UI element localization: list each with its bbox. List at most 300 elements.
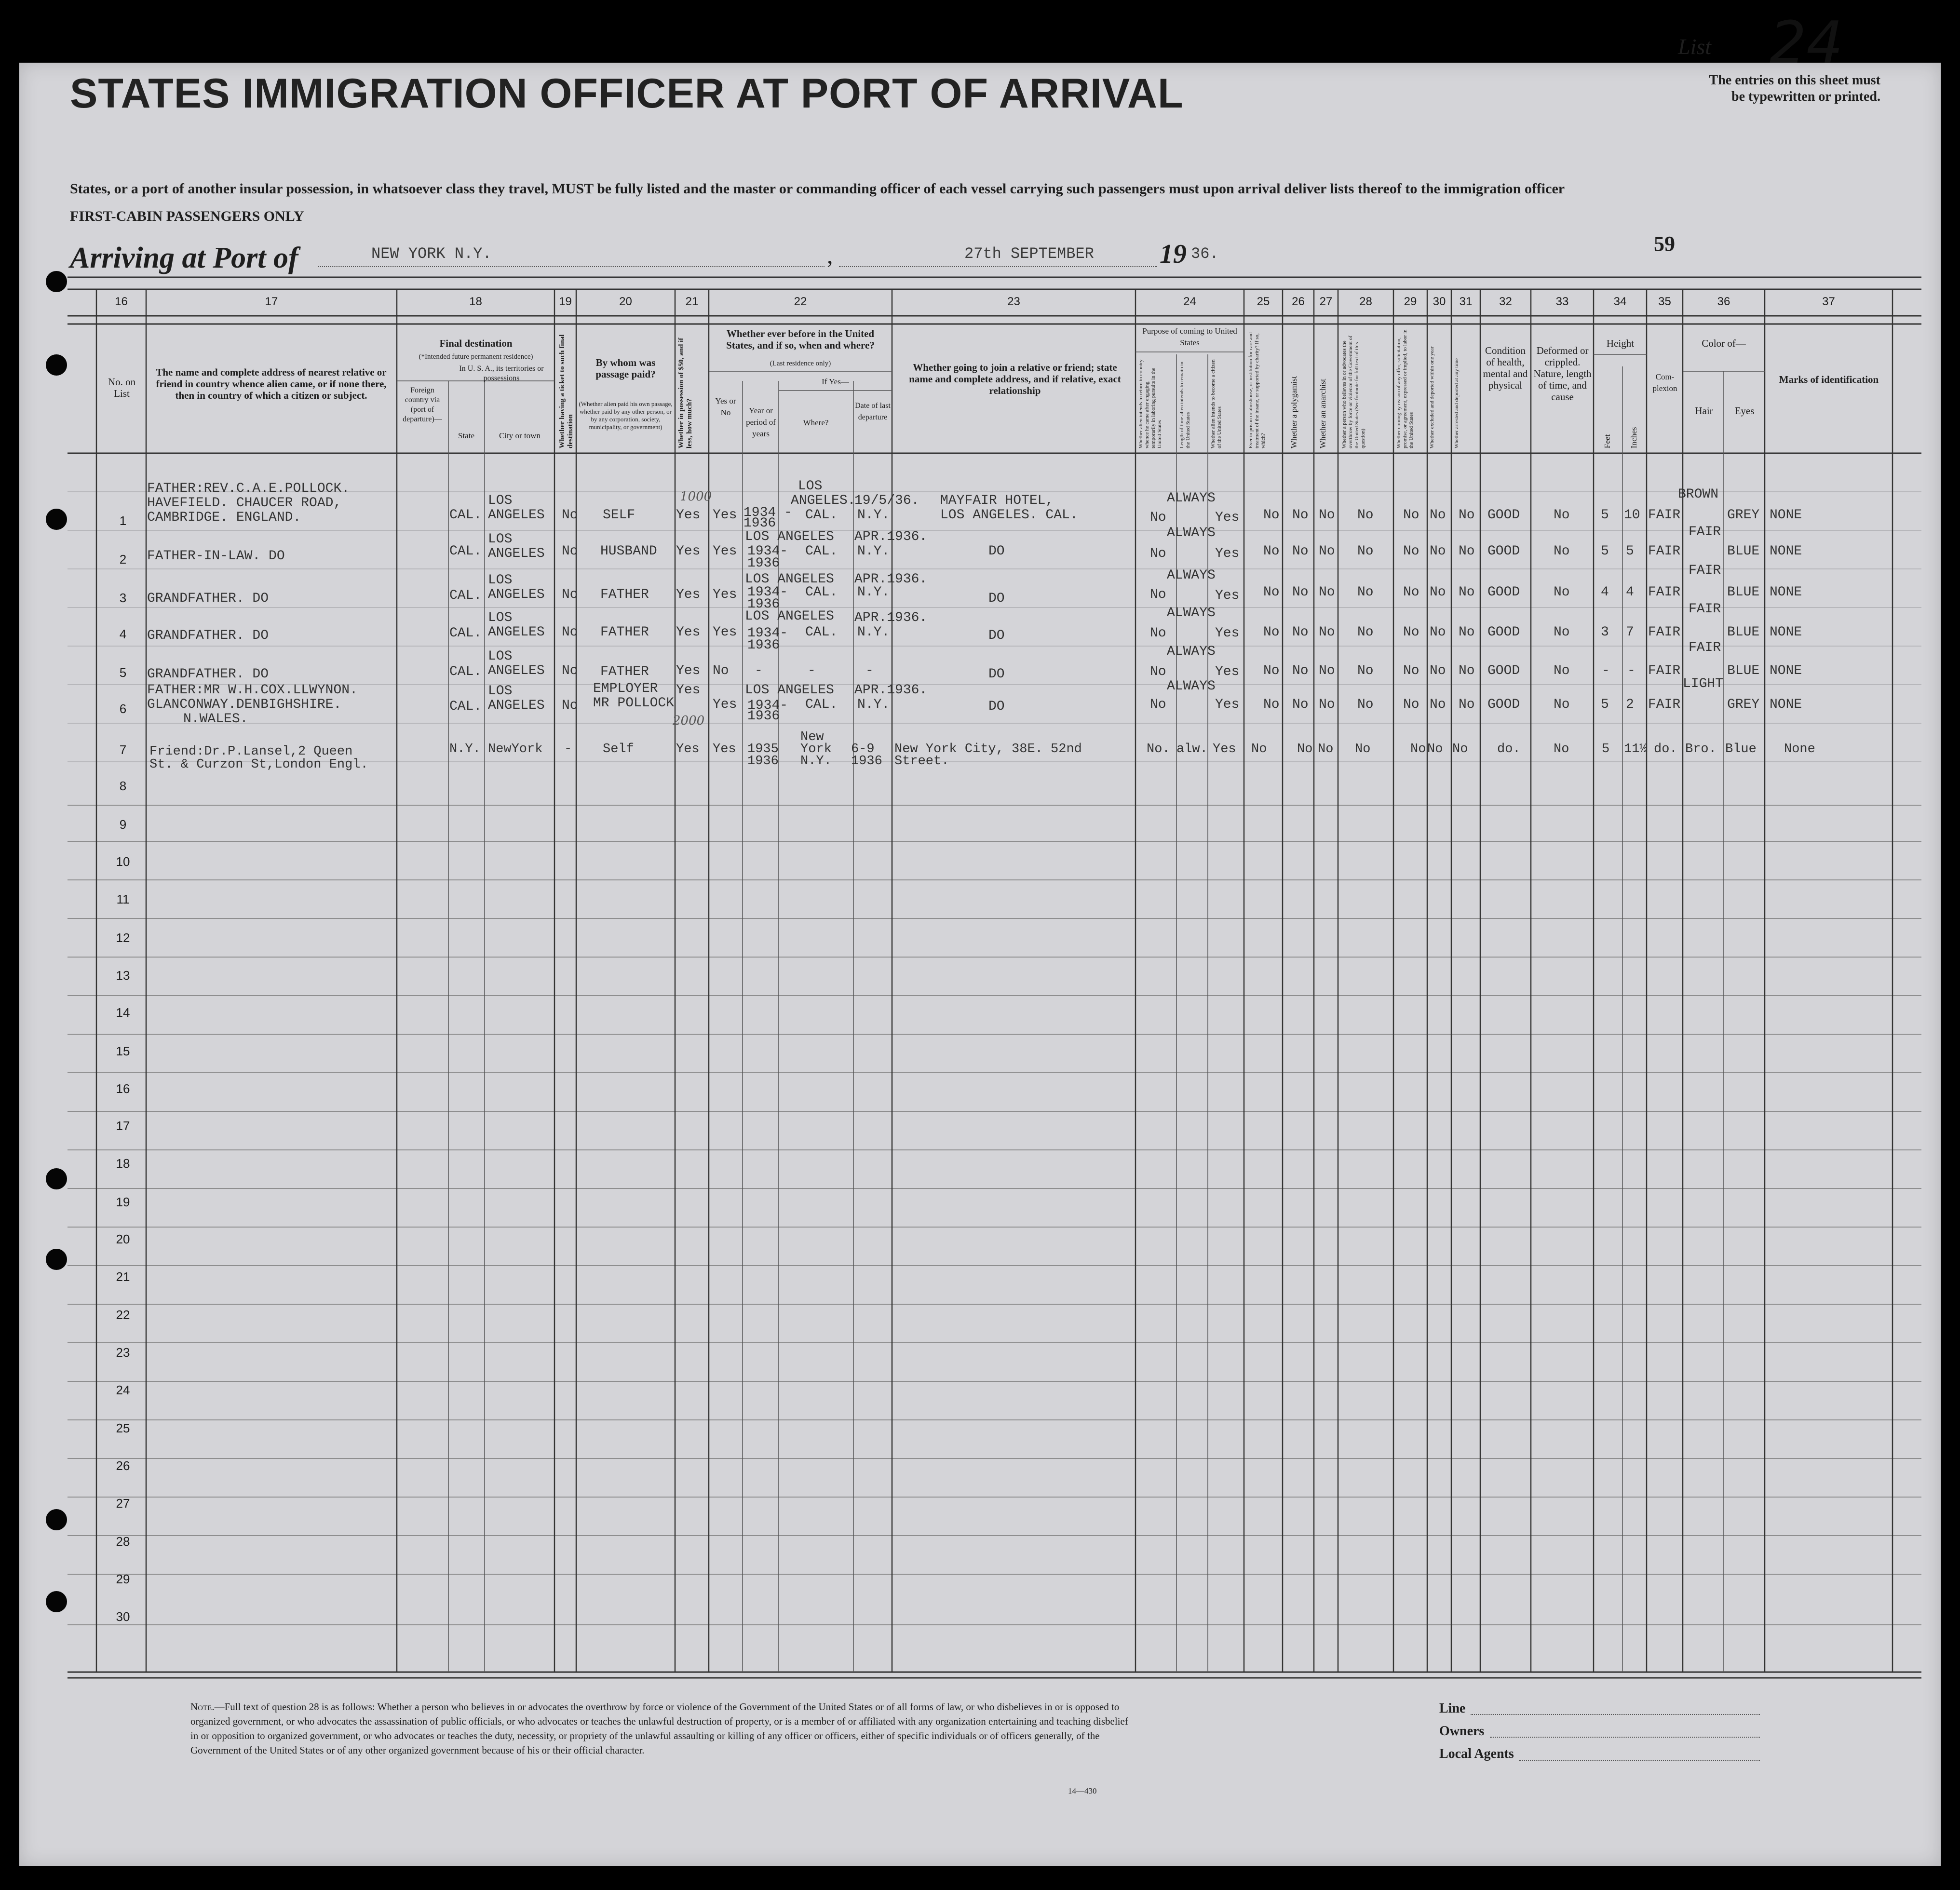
deformed-cell: No [1554,508,1570,523]
handwritten-amount: 1000 [680,489,712,504]
question-28-footnote [190,1700,1135,1757]
joining-cell: DO [988,544,1005,559]
deformed-cell: No [1554,742,1569,756]
col-num-31: 31 [1459,295,1473,308]
purpose-citizen: Yes [1215,588,1240,603]
departure-cell: N.Y. [857,508,890,523]
purpose-return: No. [1147,742,1170,756]
hdr-no-on-list: No. on List [108,376,136,399]
where-cell: CAL. [805,544,838,559]
departure-cell: 19/5/36. [854,493,919,508]
local-agents-label: Local Agents [1439,1746,1514,1761]
page-number: 59 [1654,232,1675,256]
city-cell: ANGELES [488,508,545,523]
marks-cell: NONE [1770,625,1802,640]
inches-cell: 5 [1626,544,1634,559]
prison-cell: No [1263,663,1280,678]
joining-cell: LOS ANGELES. CAL. [940,508,1078,523]
polygamist-cell: No [1297,742,1313,756]
q28-cell: No [1357,663,1374,678]
joining-cell: DO [988,667,1005,682]
first-cabin-label: FIRST-CABIN PASSENGERS ONLY [70,208,304,224]
relative-line: GLANCONWAY.DENBIGHSHIRE. [147,697,342,712]
row-number: 19 [116,1195,130,1209]
years-cell: 1934 - [743,505,792,520]
where-cell: N.Y. [800,754,832,769]
hdr-joining-relative: Whether going to join a relative or friend; state name and complete address, and if relative, exact relationship [909,362,1121,396]
health-cell: GOOD [1487,697,1520,712]
eyes-cell: Blue [1725,742,1757,756]
inches-cell: 10 [1624,508,1640,523]
ever-cell: Yes [713,587,737,602]
where-cell: CAL. [805,585,838,600]
hdr-ticket: Whether having a ticket to such final destination [558,334,574,448]
hair-cell: Bro. [1685,742,1717,756]
feet-cell: 5 [1601,697,1609,712]
years-cell: 1934- [747,698,788,713]
date-value: 27th SEPTEMBER [964,245,1094,263]
polygamist-cell: No [1292,663,1309,678]
port-value: NEW YORK N.Y. [371,245,492,263]
paid-cell: Self [603,742,634,756]
city-cell: LOS [488,493,513,508]
ever-cell: No [713,663,729,678]
typewritten-note-line-1: The entries on this sheet must [1709,73,1880,88]
q31-cell: No [1459,585,1475,600]
row-number: 16 [116,1081,130,1096]
comma: , [827,242,833,269]
deformed-cell: No [1554,663,1570,678]
complexion-cell: FAIR [1648,508,1681,523]
ticket-cell: No [562,663,578,678]
ever-cell: Yes [713,625,737,640]
q30-cell: No [1430,585,1446,600]
relative-line: Friend:Dr.P.Lansel,2 Queen [149,744,353,759]
departure-cell: APR.1936. [854,572,928,587]
year-suffix: 36. [1191,245,1219,263]
state-cell: CAL. [449,699,482,714]
purpose-length: ALWAYS [1167,526,1216,540]
where-cell: LOS ANGELES [745,609,834,624]
purpose-return: No [1150,546,1166,561]
col-num-28: 28 [1359,295,1372,308]
hdr-hair: Hair [1695,405,1713,417]
col-num-37: 37 [1822,295,1835,308]
departure-cell: N.Y. [857,697,890,712]
row-number: 7 [119,742,127,757]
years-cell: 1934- [747,544,788,559]
eyes-cell: BLUE [1727,663,1760,678]
purpose-length: ALWAYS [1167,568,1216,583]
row-number: 5 [119,665,127,680]
years-cell: 1936 [747,597,780,612]
col-num-24: 24 [1183,295,1196,308]
prison-cell: No [1251,742,1267,756]
hdr-marks: Marks of identification [1779,374,1879,385]
city-cell: ANGELES [488,587,545,602]
row-number: 20 [116,1232,130,1246]
hdr-31: Whether arrested and deported at any time [1454,358,1460,448]
q29-cell: No [1403,663,1419,678]
form-title: STATES IMMIGRATION OFFICER AT PORT OF ARRIVAL [70,70,1184,117]
hdr-year-period: Year or period of years [746,406,776,438]
state-cell: CAL. [449,588,482,603]
inches-cell: - [1627,663,1636,678]
list-number: 24 [1770,10,1843,77]
marks-cell: NONE [1770,508,1802,523]
row-number: 17 [116,1119,130,1133]
hdr-color-of: Color of— [1702,338,1746,349]
hair-cell: FAIR [1689,602,1721,617]
marks-cell: NONE [1770,544,1802,559]
joining-cell: DO [988,628,1005,643]
q30-cell: No [1430,625,1446,640]
paid-cell: MR POLLOCK [593,696,675,711]
where-cell: CAL. [805,625,838,640]
purpose-length: ALWAYS [1167,606,1216,621]
state-cell: CAL. [449,664,482,679]
q29-cell: No [1403,508,1419,523]
relative-line: HAVEFIELD. CHAUCER ROAD, [147,496,342,511]
row-number: 27 [116,1496,130,1511]
polygamist-cell: No [1292,625,1309,640]
paid-cell: HUSBAND [600,544,657,559]
feet-cell: 5 [1601,508,1609,523]
prison-cell: No [1263,697,1280,712]
hdr-last-residence: (Last residence only) [770,360,831,367]
hdr-ever-before: Whether ever before in the United States, and if so, when and where? [726,328,875,351]
ticket-cell: No [562,587,578,602]
ever-cell: Yes [713,742,736,756]
where-cell: CAL. [805,697,838,712]
q31-cell: No [1459,697,1475,712]
q31-cell: No [1452,742,1468,756]
q31-cell: No [1459,663,1475,678]
paid-cell: FATHER [600,587,649,602]
col-num-27: 27 [1319,295,1333,308]
col-num-26: 26 [1292,295,1305,308]
q31-cell: No [1459,625,1475,640]
marks-cell: NONE [1770,585,1802,600]
hdr-purpose: Purpose of coming to United States [1142,326,1237,347]
hdr-in-usa: In U. S. A., its territories or possessions [459,364,544,382]
hdr-if-yes: If Yes— [822,377,849,386]
list-label: List [1678,34,1712,59]
state-cell: N.Y. [449,742,481,756]
anarchist-cell: No [1319,697,1335,712]
anarchist-cell: No [1319,508,1335,523]
eyes-cell: BLUE [1727,625,1760,640]
q29-cell: No [1403,585,1419,600]
city-cell: ANGELES [488,546,545,561]
line-label: Line [1439,1701,1466,1716]
purpose-citizen: Yes [1215,510,1240,525]
city-cell: ANGELES [488,663,545,678]
row-number: 23 [116,1345,130,1360]
relative-line: FATHER-IN-LAW. DO [147,549,285,564]
form-code: 14—430 [1068,1786,1097,1796]
row-number: 8 [119,779,127,793]
departure-cell: APR.1936. [854,683,928,698]
q29-cell: No [1410,742,1426,756]
row-number: 18 [116,1156,130,1171]
years-cell: - [755,663,763,678]
complexion-cell: FAIR [1648,697,1681,712]
deformed-cell: No [1554,625,1570,640]
hdr-deformed: Deformed or crippled. Nature, length of time, and cause [1533,345,1592,403]
hdr-29: Whether coming by reason of any offer, solicitation, promise, or agreement, expressed or implied, to labor in the United States [1396,329,1414,448]
hair-cell: FAIR [1689,640,1721,655]
purpose-length: ALWAYS [1167,491,1216,506]
hair-cell: FAIR [1689,563,1721,578]
hair-cell: FAIR [1689,525,1721,540]
complexion-cell: do. [1654,742,1677,756]
purpose-length: ALWAYS [1167,679,1216,694]
health-cell: GOOD [1487,544,1520,559]
city-cell: LOS [488,610,513,625]
col-num-33: 33 [1555,295,1569,308]
years-cell: 1936 [747,709,780,724]
hdr-28: Whether a person who believes in or advocates the overthrow by force or violence of the Government of the United States (See footnote for full text of this question) [1341,336,1366,448]
row-number: 30 [116,1609,130,1624]
city-cell: NewYork [488,742,543,756]
years-cell: 1935 [747,742,779,756]
q30-cell: No [1430,508,1446,523]
city-cell: LOS [488,573,513,588]
hdr-24b: Length of time alien intends to remain in the United States [1179,362,1191,448]
money-cell: Yes [676,742,700,756]
relative-line: FATHER:REV.C.A.E.POLLOCK. [147,481,350,496]
row-number: 14 [116,1005,130,1020]
hdr-complexion: Com-plexion [1652,372,1677,393]
arriving-label: Arriving at Port of [70,242,298,274]
purpose-citizen: Yes [1215,626,1240,641]
complexion-cell: FAIR [1648,585,1681,600]
polygamist-cell: No [1292,585,1309,600]
where-cell: LOS ANGELES [745,529,834,544]
where-cell: York [800,742,832,756]
polygamist-cell: No [1292,544,1309,559]
money-cell: Yes [676,544,701,559]
hdr-feet: Feet [1603,434,1612,448]
q28-cell: No [1355,742,1371,756]
row-number: 25 [116,1421,130,1435]
where-cell: - [808,663,816,678]
q29-cell: No [1403,544,1419,559]
feet-cell: 5 [1602,742,1610,756]
row-number: 13 [116,968,130,983]
feet-cell: 5 [1601,544,1609,559]
inches-cell: 2 [1626,697,1634,712]
hdr-state: State [458,431,474,440]
health-cell: do. [1497,742,1521,756]
row-number: 21 [116,1269,130,1284]
row-number: 4 [119,627,127,641]
purpose-citizen: Yes [1215,697,1240,712]
ticket-cell: - [564,742,572,756]
deformed-cell: No [1554,585,1570,600]
departure-cell: N.Y. [857,625,890,640]
q29-cell: No [1403,625,1419,640]
anarchist-cell: No [1318,742,1334,756]
ticket-cell: No [562,508,578,523]
footnote-text: —Full text of question 28 is as follows: Whether a person who believes in or advocates the overthrow by force or violence of the Government of the United States or of all forms of law, or who disbelieves in or is opposed to organized government, or who advocates the assassination of public officials, or who advocates or teaches the unlawful destruction of property, or is a member of or affiliated with any organization entertaining and teaching disbelief in or opposition to organized government, or who advocates or teaches the duty, necessity, or propriety of the unlawful assaulting or killing of any officer or officers, either of specific individuals or of officers generally, of the Government of the United States or of any other organized government because of his or their official character. [190,1701,1128,1756]
anarchist-cell: No [1319,663,1335,678]
col-num-30: 30 [1433,295,1446,308]
city-cell: ANGELES [488,625,545,640]
city-cell: LOS [488,649,513,664]
row-number: 3 [119,591,127,605]
row-number: 2 [119,552,127,567]
col-num-29: 29 [1404,295,1417,308]
row-number: 29 [116,1572,130,1586]
relative-line: N.WALES. [183,712,248,727]
form-instructions: States, or a port of another insular possession, in whatsoever class they travel, MUST be fully listed and the master or commanding officer of each vessel carrying such passengers must upon arrival deliver lists thereof to the immigration officer [70,181,1565,197]
hair-cell: LIGHT [1683,676,1724,691]
inches-cell: 7 [1626,625,1634,640]
q28-cell: No [1357,625,1374,640]
hdr-date-last-departure: Date of last departure [855,402,891,421]
row-number: 28 [116,1534,130,1549]
owners-label: Owners [1439,1724,1485,1739]
joining-cell: New York City, 38E. 52nd [894,742,1082,756]
row-number: 6 [119,702,127,716]
departure-cell: N.Y. [857,585,890,600]
health-cell: GOOD [1487,663,1520,678]
ever-cell: Yes [713,508,737,523]
ever-cell: Yes [713,544,737,559]
row-number: 9 [119,817,127,832]
purpose-citizen: Yes [1215,546,1240,561]
anarchist-cell: No [1319,625,1335,640]
years-cell: 1934- [747,626,788,641]
row-number: 26 [116,1458,130,1473]
hair-cell: BROWN [1678,487,1719,502]
hdr-foreign-country: Foreign country via (port of departure)— [403,386,442,423]
marks-cell: NONE [1770,663,1802,678]
purpose-return: No [1150,587,1166,602]
owners-field [1490,1737,1760,1738]
money-cell: Yes [676,587,701,602]
q28-cell: No [1357,544,1374,559]
hdr-inches: Inches [1629,427,1638,448]
ticket-cell: No [562,625,578,640]
col-num-34: 34 [1613,295,1627,308]
year-prefix: 19 [1160,239,1187,269]
hdr-25: Ever in prison or almshouse, or institution for care and treatment of the insane, or supported by charity? If so, which? [1248,332,1266,448]
row-number: 24 [116,1383,130,1397]
footnote-label: Note. [190,1701,215,1713]
joining-cell: DO [988,591,1005,606]
row-number: 12 [116,931,130,945]
state-cell: CAL. [449,508,482,523]
col-num-18: 18 [469,295,482,308]
relative-line: GRANDFATHER. DO [147,591,269,606]
purpose-return: No [1150,697,1166,712]
q28-cell: No [1357,508,1374,523]
ever-cell: Yes [713,697,737,712]
money-cell: Yes [676,683,701,698]
money-cell: Yes [676,508,701,523]
col-num-36: 36 [1717,295,1730,308]
purpose-citizen: Yes [1215,664,1240,679]
col-num-23: 23 [1007,295,1020,308]
ticket-cell: No [562,544,578,559]
years-cell: 1934- [747,585,788,600]
inches-cell: 4 [1626,585,1634,600]
q28-cell: No [1357,585,1374,600]
prison-cell: No [1263,544,1280,559]
hdr-26: Whether a polygamist [1289,376,1298,448]
feet-cell: 4 [1601,585,1609,600]
state-cell: CAL. [449,626,482,641]
purpose-return: No [1150,510,1166,525]
years-cell: 1936 [743,516,776,531]
line-field [1471,1714,1760,1715]
money-cell: Yes [676,625,701,640]
col-num-32: 32 [1499,295,1512,308]
relative-line: St. & Curzon St,London Engl. [149,757,368,772]
anarchist-cell: No [1319,585,1335,600]
paid-cell: SELF [603,508,635,523]
hdr-nearest-relative: The name and complete address of nearest relative or friend in country whence alien came, or if none there, then in country of which a citizen or subject. [156,366,387,401]
years-cell: 1936 [747,638,780,653]
hdr-passage-paid: By whom was passage paid? [595,357,656,380]
relative-line: GRANDFATHER. DO [147,667,269,682]
purpose-citizen: Yes [1213,742,1236,756]
col-num-20: 20 [619,295,632,308]
row-number: 22 [116,1308,130,1322]
eyes-cell: BLUE [1727,544,1760,559]
row-number: 15 [116,1044,130,1058]
departure-cell: APR.1936. [854,610,928,625]
where-cell: LOS ANGELES [745,683,834,698]
col-num-19: 19 [559,295,572,308]
hdr-27: Whether an anarchist [1318,378,1327,448]
col-num-35: 35 [1658,295,1671,308]
departure-cell: 1936 [851,754,882,769]
inches-cell: 11½ [1624,742,1648,756]
col-num-21: 21 [685,295,699,308]
where-cell: LOS [798,479,823,494]
hdr-height: Height [1606,338,1635,349]
deformed-cell: No [1554,544,1570,559]
marks-cell: NONE [1770,697,1802,712]
prison-cell: No [1263,625,1280,640]
col-num-16: 16 [115,295,128,308]
polygamist-cell: No [1292,508,1309,523]
departure-cell: 6-9 [851,742,875,756]
typewritten-note-line-2: be typewritten or printed. [1731,89,1880,104]
prison-cell: No [1263,585,1280,600]
purpose-return: No [1150,626,1166,641]
years-cell: 1936 [747,556,780,571]
hdr-where: Where? [803,418,829,427]
deformed-cell: No [1554,697,1570,712]
row-number: 1 [119,513,127,528]
health-cell: GOOD [1487,585,1520,600]
paid-cell: FATHER [600,625,649,640]
hdr-possession-50: Whether in possession of $50, and if less, how much? [677,338,693,448]
row-number: 11 [116,892,130,906]
departure-cell: APR.1936. [854,529,928,544]
hdr-final-destination-note: (*Intended future permanent residence) [419,353,533,361]
marks-cell: None [1784,742,1815,756]
hdr-24c: Whether alien intends to become a citizen of the United States [1210,359,1222,448]
hdr-30: Whether excluded and deported within one year [1429,346,1435,448]
where-cell: LOS ANGELES [745,572,834,587]
eyes-cell: GREY [1727,508,1760,523]
